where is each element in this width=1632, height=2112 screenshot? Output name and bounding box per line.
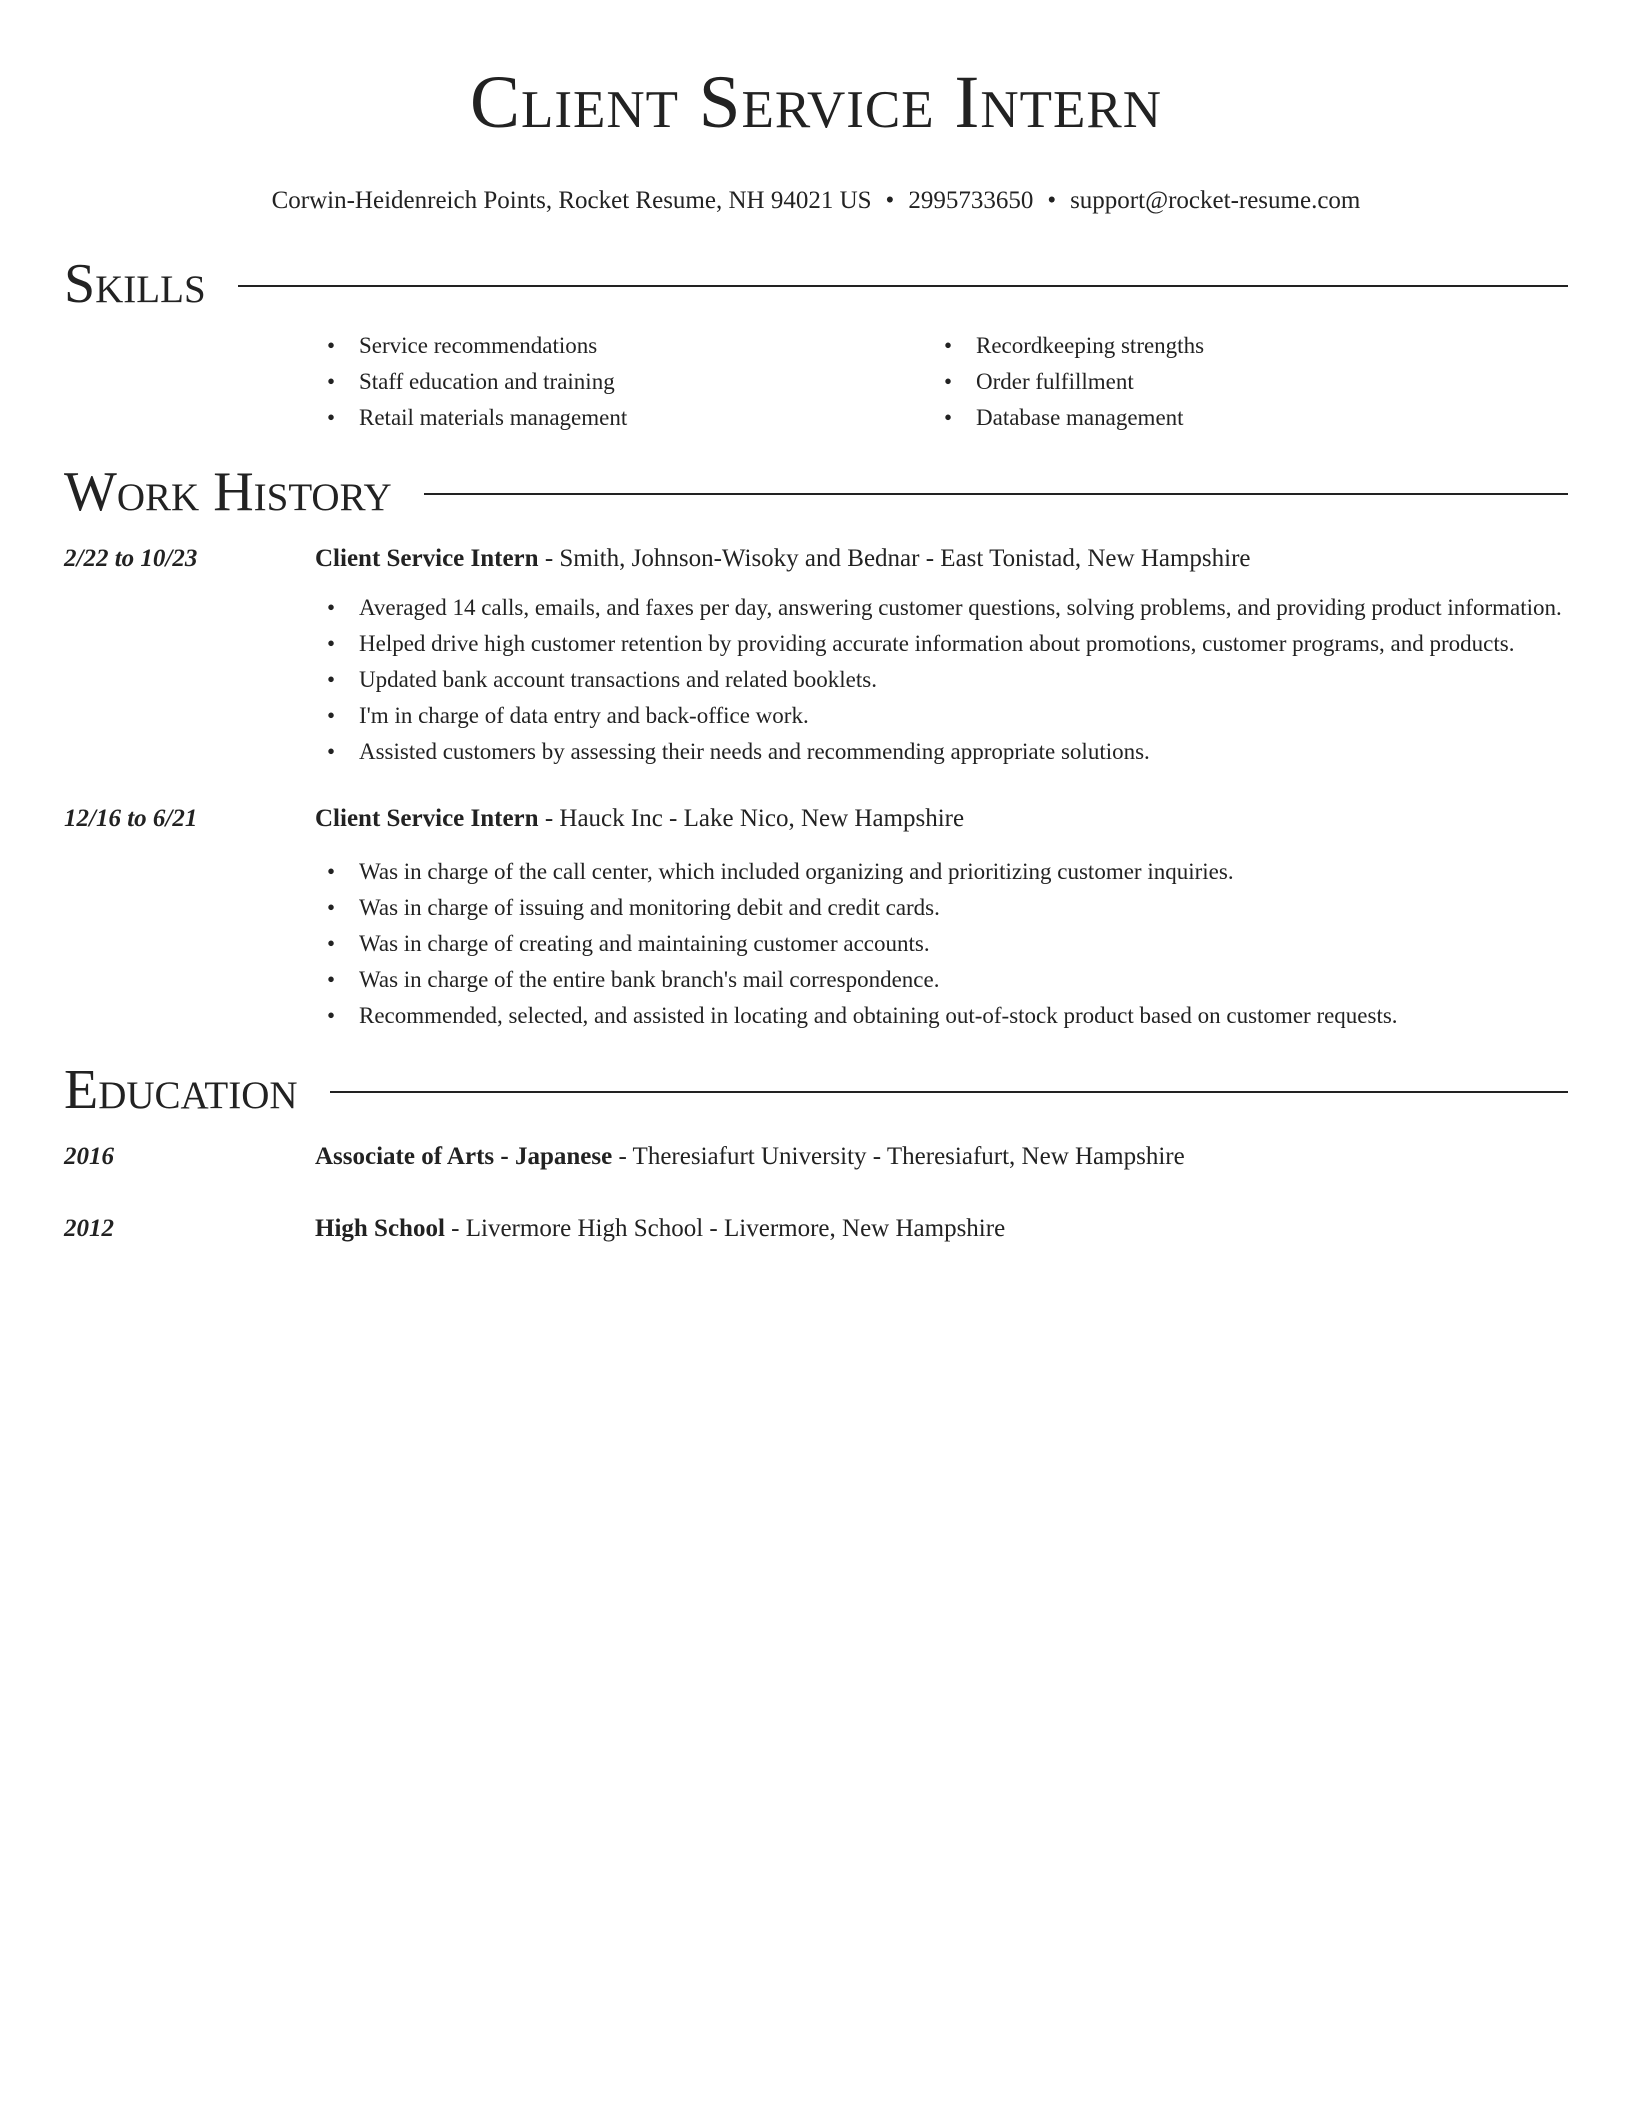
job-bullet: • Was in charge of the entire bank branch's mail correspondence. [315, 962, 1568, 998]
job-bullet: • I'm in charge of data entry and back-office work. [315, 698, 1568, 734]
job-bullets [315, 590, 1568, 770]
job-dates: 2/22 to 10/23 [64, 545, 198, 572]
education-entry [64, 1140, 1568, 1174]
job-body [315, 542, 1568, 770]
skill-item: • Recordkeeping strengths [932, 328, 1549, 364]
job-entry [64, 542, 1568, 770]
skills-column-left [315, 328, 932, 436]
job-bullet: • Recommended, selected, and assisted in locating and obtaining out-of-stock product based on customer requests. [315, 998, 1568, 1034]
job-dates: 12/16 to 6/21 [64, 805, 198, 832]
contact-line [64, 184, 1568, 218]
section-divider [330, 1091, 1568, 1093]
job-bullet: • Averaged 14 calls, emails, and faxes per day, answering customer questions, solving problems, and providing product information. [315, 590, 1568, 626]
job-entry [64, 802, 1568, 1034]
work-history-section-header [64, 462, 1568, 522]
job-details: - Hauck Inc - Lake Nico, New Hampshire [538, 805, 965, 832]
education-title: Education [64, 1059, 298, 1121]
education-entry [64, 1212, 1568, 1246]
contact-separator: • [885, 187, 895, 214]
skills-section-header [64, 254, 1568, 314]
contact-phone: 2995733650 [908, 187, 1034, 214]
job-details: - Smith, Johnson-Wisoky and Bednar - East Tonistad, New Hampshire [538, 545, 1251, 572]
job-bullet: • Was in charge of the call center, which included organizing and prioritizing customer inquiries. [315, 854, 1568, 890]
job-body [315, 802, 1568, 1034]
work-history-title: Work History [64, 461, 392, 523]
candidate-name: Client Service Intern [469, 61, 1163, 144]
education-headline [315, 1212, 1005, 1246]
skill-item: • Retail materials management [315, 400, 932, 436]
skills-column-right [932, 328, 1549, 436]
education-details: - Livermore High School - Livermore, New Hampshire [444, 1215, 1006, 1242]
contact-address: Corwin-Heidenreich Points, Rocket Resume, NH 94021 US [271, 187, 872, 214]
job-headline [315, 542, 1568, 576]
job-bullet: • Was in charge of issuing and monitoring debit and credit cards. [315, 890, 1568, 926]
job-bullets [315, 854, 1568, 1034]
job-bullet: • Assisted customers by assessing their needs and recommending appropriate solutions. [315, 734, 1568, 770]
skill-item: • Database management [932, 400, 1549, 436]
job-bullet: • Helped drive high customer retention by providing accurate information about promotions, customer programs, and products. [315, 626, 1568, 662]
job-bullet: • Was in charge of creating and maintaining customer accounts. [315, 926, 1568, 962]
skill-item: • Service recommendations [315, 328, 932, 364]
education-degree: Associate of Arts - Japanese [315, 1143, 613, 1170]
education-year: 2016 [64, 1143, 114, 1170]
skills-list [315, 328, 1568, 436]
education-headline [315, 1140, 1185, 1174]
section-divider [424, 493, 1568, 495]
job-bullet: • Updated bank account transactions and related booklets. [315, 662, 1568, 698]
contact-email: support@rocket-resume.com [1070, 187, 1361, 214]
education-section-header [64, 1060, 1568, 1120]
contact-separator: • [1047, 187, 1057, 214]
skill-item: • Staff education and training [315, 364, 932, 400]
skills-title: Skills [64, 253, 206, 315]
job-title: Client Service Intern [315, 545, 539, 572]
education-details: - Theresiafurt University - Theresiafurt, New Hampshire [612, 1143, 1185, 1170]
skill-item: • Order fulfillment [932, 364, 1549, 400]
job-title: Client Service Intern [315, 805, 539, 832]
section-divider [238, 285, 1568, 287]
job-headline [315, 802, 1568, 836]
education-year: 2012 [64, 1215, 114, 1242]
education-degree: High School [315, 1215, 445, 1242]
